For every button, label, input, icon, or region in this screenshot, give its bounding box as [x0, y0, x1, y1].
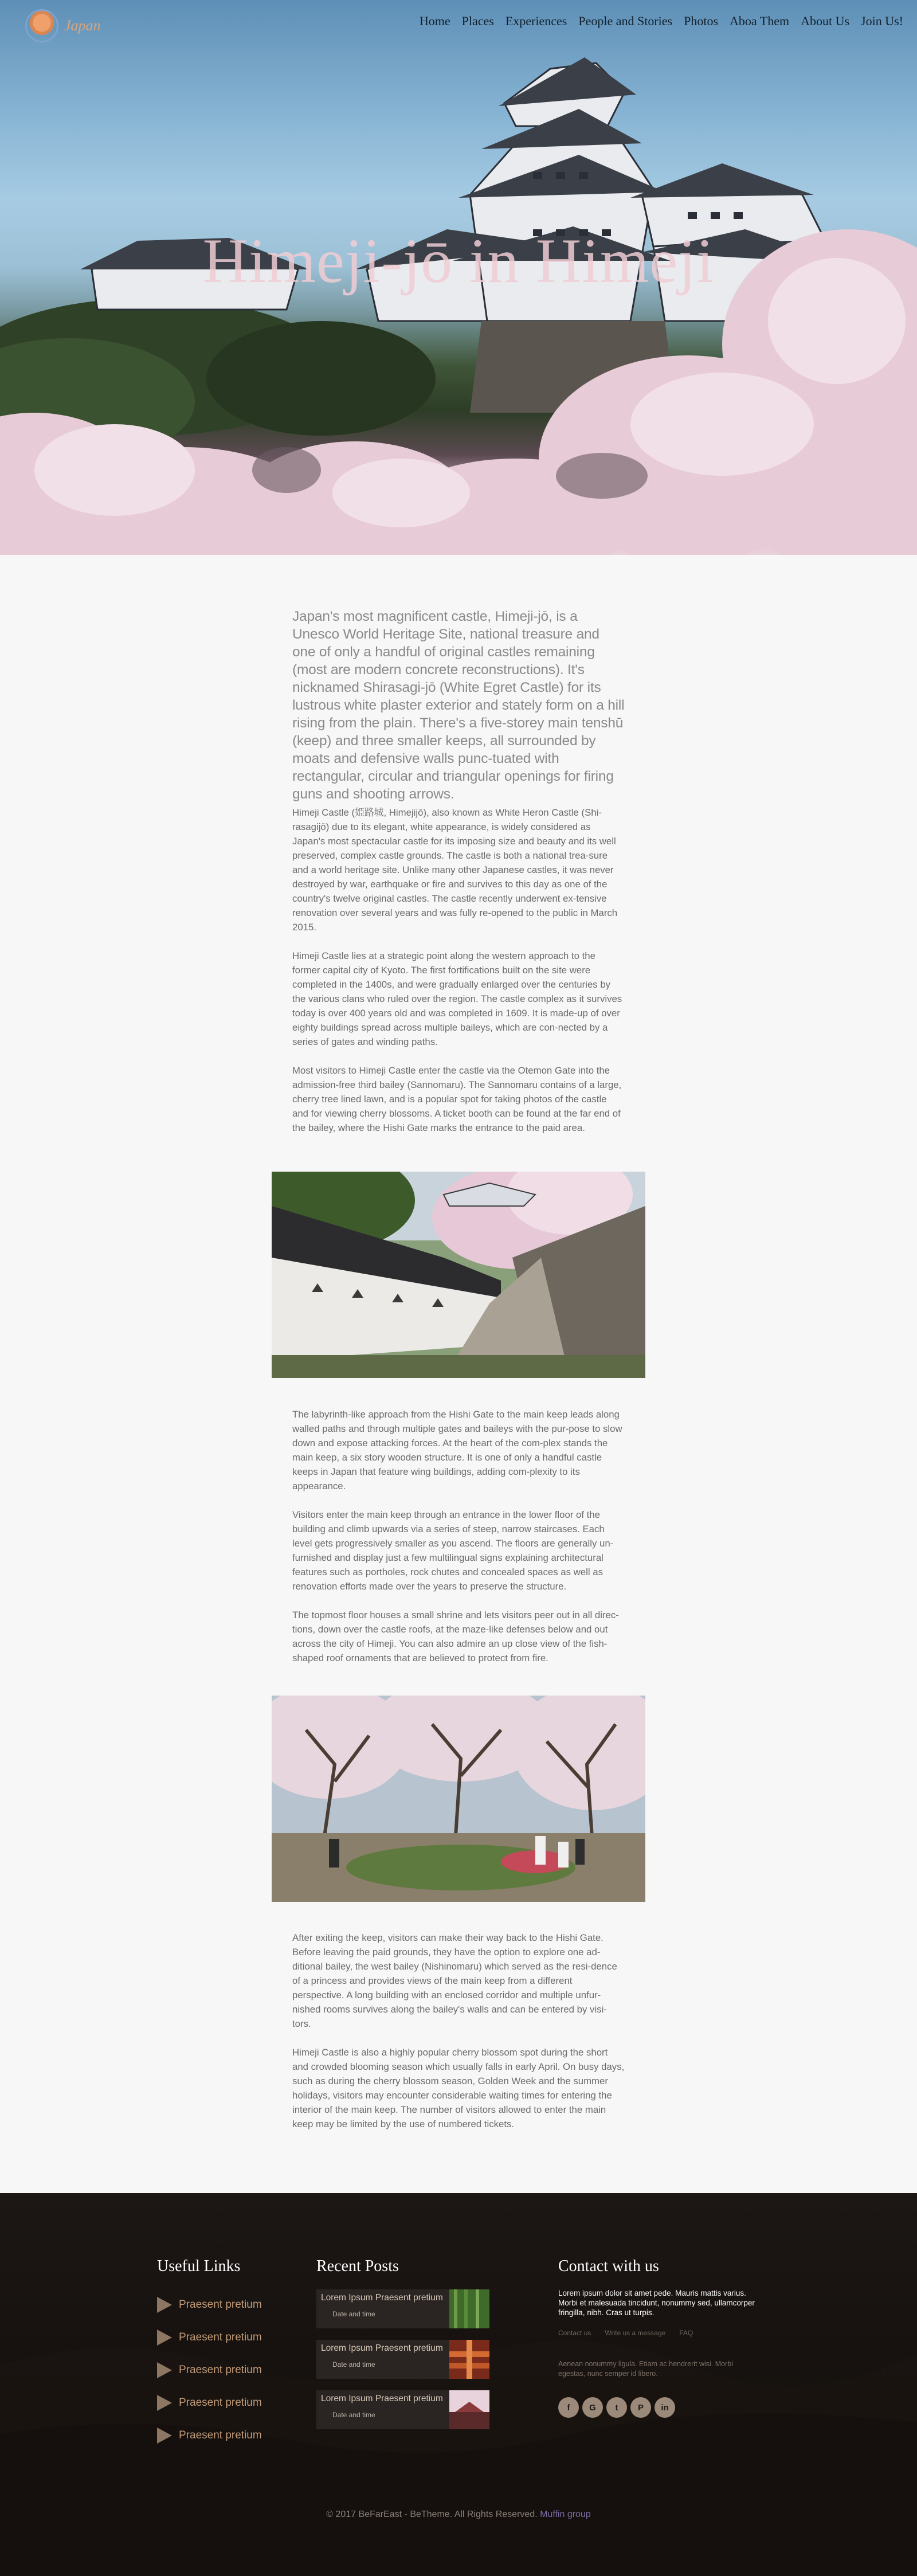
recent-post-date: Date and time [332, 2360, 375, 2368]
recent-post-item[interactable] [316, 2289, 489, 2328]
faq-link[interactable]: FAQ [679, 2329, 693, 2337]
page-title: Himeji-jō in Himeji [202, 226, 715, 296]
article-paragraph: Most visitors to Himeji Castle enter the castle via the Otemon Gate into the admission-free third bailey (Sannomaru). The Sannomaru contains of a large, cherry tree lined lawn, and is a popular spot for taking photos of the castle and for viewing cherry blossoms. A ticket booth can be found at the far end of the bailey, where the Hishi Gate marks the entrance to the paid area. [292, 1065, 622, 1133]
article-lead: Japan's most magnificent castle, Himeji-jō, is a Unesco World Heritage Site, national treasure and one of only a handful of original castles remaining (most are modern concrete reconstructions). It's nicknamed Shirasagi-jō (White Egret Castle) for its lustrous white plaster exterior and stately form on a hill rising from the plain. There's a five-storey main tenshū (keep) and three smaller keeps, all surrounded by moats and defensive walls punc-tuated with rectangular, circular and triangular openings for firing guns and shooting arrows. [292, 609, 625, 802]
logo-sun-icon [25, 9, 58, 42]
nav-item-home[interactable]: Home [419, 14, 450, 28]
triangle-bullet-icon [157, 2297, 172, 2313]
recent-posts-list [316, 2289, 489, 2441]
logo-text: Japan [64, 17, 101, 34]
article-paragraph: After exiting the keep, visitors can make their way back to the Hishi Gate. Before leaving the paid grounds, they have the option to explore one ad-ditional bailey, the west bailey (Nishinomaru) which served as the resi-dence of a princess and provides views of the main keep from a different perspective. A long building with an enclosed corridor and multiple unfur-nished rooms survives along the bailey's walls and can be entered by visi-tors. [292, 1932, 617, 2029]
contact-us-link[interactable]: Contact us [558, 2329, 591, 2337]
article-paragraph: The labyrinth-like approach from the Hishi Gate to the main keep leads along walled paths and through multiple gates and baileys with the pur-pose to slow down and expose attacking forces. At the heart of the com-plex stands the main keep, a six story wooden structure. It is one of only a handful castle keeps in Japan that feature wing buildings, adding com-plexity to its appearance. [292, 1409, 622, 1491]
triangle-bullet-icon [157, 2395, 172, 2411]
nav-item-about-us[interactable]: About Us [801, 14, 850, 28]
hero-banner [0, 0, 917, 555]
twitter-icon[interactable]: t [606, 2397, 627, 2418]
muffin-group-link[interactable]: Muffin group [540, 2510, 591, 2519]
recent-post-item[interactable] [316, 2390, 489, 2429]
useful-link-item[interactable] [157, 2288, 262, 2321]
contact-note: Aenean nonummy ligula. Etiam ac hendrerit wisi. Morbi egestas, nunc semper id libero. [558, 2360, 733, 2378]
castle-path-photo [272, 1172, 645, 1378]
useful-link-item[interactable] [157, 2321, 262, 2354]
article-paragraph: The topmost floor houses a small shrine and lets visitors peer out in all direc-tions, down over the castle roofs, at the maze-like defenses below and out across the city of Himeji. You can also admire an up close view of the fish-shaped roof ornaments that are believed to protect from fire. [292, 1610, 619, 1663]
nav-item-experiences[interactable]: Experiences [505, 14, 567, 28]
article-paragraph: Visitors enter the main keep through an entrance in the lower floor of the building and climb upwards via a series of steep, narrow staircases. Each level gets progressively smaller as you ascend. The floors are generally un-furnished and display just a few multilingual signs explaining architectural features such as portholes, rock chutes and concealed spaces as well as renovation efforts made over the years to preserve the structure. [292, 1509, 614, 1592]
useful-links-list [157, 2288, 262, 2452]
main-nav [414, 14, 909, 29]
useful-link-label: Praesent pretium [179, 2331, 262, 2343]
nav-item-photos[interactable]: Photos [684, 14, 719, 28]
nav-item-places[interactable]: Places [461, 14, 494, 28]
facebook-icon[interactable]: f [558, 2397, 579, 2418]
recent-post-date: Date and time [332, 2310, 375, 2318]
recent-post-date: Date and time [332, 2411, 375, 2419]
triangle-bullet-icon [157, 2428, 172, 2444]
useful-link-item[interactable] [157, 2419, 262, 2452]
copyright-text [0, 2510, 917, 2520]
useful-link-item[interactable] [157, 2386, 262, 2419]
nav-item-aboa-them[interactable]: Aboa Them [730, 14, 790, 28]
site-footer [0, 2193, 917, 2576]
post-thumbnail [449, 2390, 489, 2429]
triangle-bullet-icon [157, 2362, 172, 2378]
contact-links [558, 2329, 693, 2337]
recent-post-item[interactable] [316, 2340, 489, 2379]
contact-heading: Contact with us [558, 2257, 659, 2275]
social-links [558, 2397, 675, 2418]
useful-link-label: Praesent pretium [179, 2363, 262, 2376]
recent-post-title: Lorem Ipsum Praesent pretium [321, 2394, 443, 2403]
nav-item-people-and-stories[interactable]: People and Stories [578, 14, 673, 28]
site-logo[interactable] [25, 9, 101, 42]
post-thumbnail [449, 2340, 489, 2379]
article-section-2 [292, 1407, 625, 1680]
post-thumbnail [449, 2289, 489, 2328]
article-paragraph: Himeji Castle is also a highly popular cherry blossom spot during the short and crowded blooming season which usually falls in early April. On busy days, such as during the cherry blossom season, Golden Week and the summer holidays, visitors may encounter considerable waiting times for entering the interior of the main keep. The number of visitors allowed to enter the main keep may be limited by the use of numbered tickets. [292, 2047, 625, 2129]
nav-item-join-us[interactable]: Join Us! [861, 14, 903, 28]
article-section-3 [292, 1931, 625, 2146]
linkedin-icon[interactable]: in [655, 2397, 675, 2418]
useful-links-heading: Useful Links [157, 2257, 241, 2275]
useful-link-label: Praesent pretium [179, 2429, 262, 2441]
article-paragraph: Himeji Castle (姫路城, Himejijō), also known as White Heron Castle (Shi-rasagijō) due to its elegant, white appearance, is widely considered as Japan's most spectacular castle for its imposing size and beauty and its well preserved, complex castle grounds. The castle is both a national trea-sure and a world heritage site. Unlike many other Japanese castles, it was never destroyed by war, earthquake or fire and survives to this day as one of the country's twelve original castles. The castle recently underwent ex-tensive renovation over several years and was fully re-opened to the public in March 2015. [292, 807, 618, 933]
pinterest-icon[interactable]: P [630, 2397, 651, 2418]
google-plus-icon[interactable]: G [582, 2397, 603, 2418]
copyright-notice: © 2017 BeFarEast - BeTheme. All Rights Reserved. [326, 2510, 538, 2519]
triangle-bullet-icon [157, 2330, 172, 2346]
article-paragraph: Himeji Castle lies at a strategic point along the western approach to the former capital city of Kyoto. The first fortifications built on the site were completed in the 1400s, and were gradually enlarged over the centuries by the various clans who ruled over the region. The castle complex as it survives today is over 400 years old and was completed in 1609. It is made-up of over eighty buildings spread across multiple baileys, which are con-nected by a series of gates and winding paths. [292, 950, 622, 1047]
recent-post-title: Lorem Ipsum Praesent pretium [321, 2343, 443, 2353]
article-section-1 [292, 805, 625, 1149]
recent-posts-heading: Recent Posts [316, 2257, 399, 2275]
useful-link-label: Praesent pretium [179, 2298, 262, 2311]
useful-link-item[interactable] [157, 2354, 262, 2386]
recent-post-title: Lorem Ipsum Praesent pretium [321, 2293, 443, 2303]
contact-description: Lorem ipsum dolor sit amet pede. Mauris mattis varius. Morbi et malesuada tincidunt, nonummy sed, ullamcorper fringilla, nibh. Cras ut turpis. [558, 2289, 755, 2317]
cherry-garden-photo [272, 1696, 645, 1902]
useful-link-label: Praesent pretium [179, 2396, 262, 2409]
write-message-link[interactable]: Write us a message [605, 2329, 666, 2337]
